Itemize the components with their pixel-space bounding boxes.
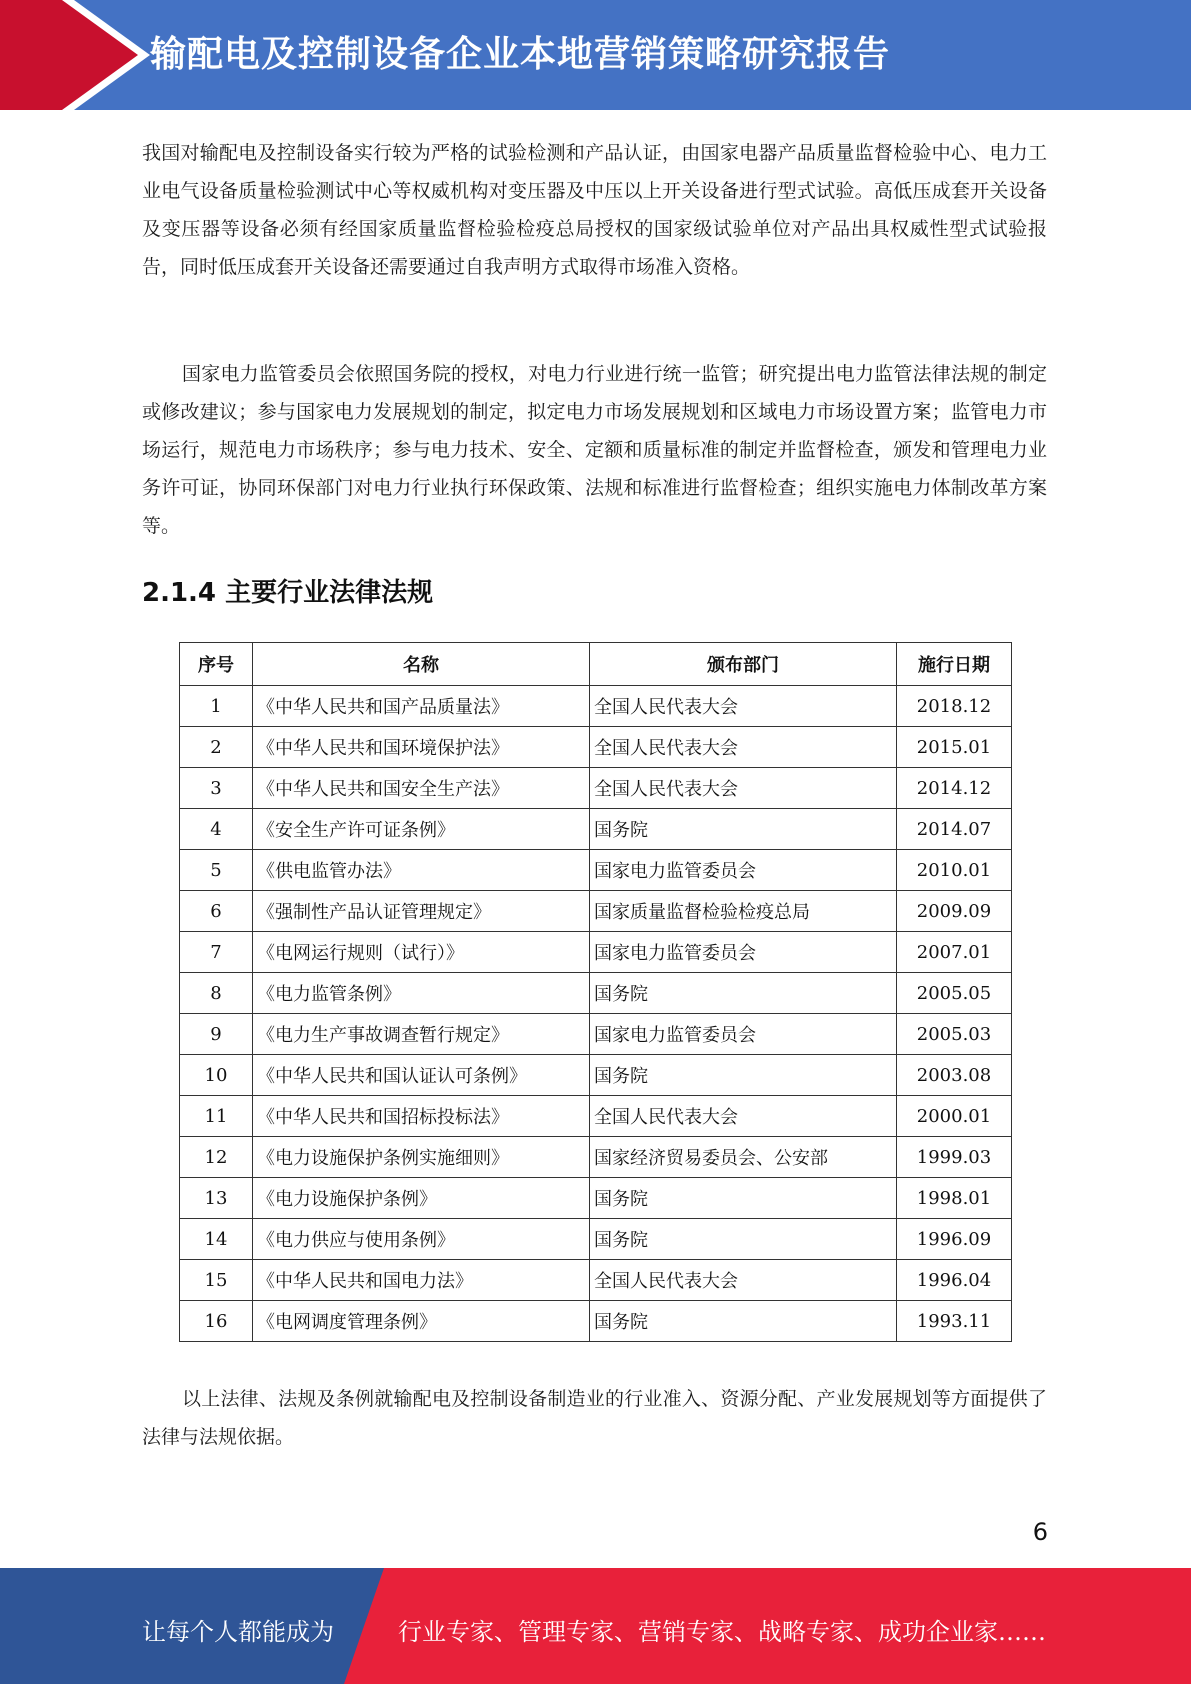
table-row: [180, 1260, 1012, 1301]
paragraph-regulation: 国家电力监管委员会依照国务院的授权，对电力行业进行统一监管；研究提出电力监管法律法规的制定或修改建议；参与国家电力发展规划的制定，拟定电力市场发展规划和区域电力市场设置方案；监管电力市场运行，规范电力市场秩序；参与电力技术、安全、定额和质量标准的制定并监督检查，颁发和管理电力业务许可证，协同环保部门对电力行业执行环保政策、法规和标准进行监督检查；组织实施电力体制改革方案等。: [142, 363, 1047, 537]
issuing-department: 国务院: [590, 809, 897, 850]
row-number: 6: [180, 891, 253, 932]
law-name: 《电力设施保护条例实施细则》: [253, 1137, 590, 1178]
table-row: [180, 768, 1012, 809]
issuing-department: 国家质量监督检验检疫总局: [590, 891, 897, 932]
page-footer: [0, 1568, 1191, 1684]
law-name: 《中华人民共和国招标投标法》: [253, 1096, 590, 1137]
row-number: 4: [180, 809, 253, 850]
effective-date: 2014.12: [897, 768, 1012, 809]
row-number: 1: [180, 686, 253, 727]
table-row: [180, 727, 1012, 768]
row-number: 13: [180, 1178, 253, 1219]
issuing-department: 国家经济贸易委员会、公安部: [590, 1137, 897, 1178]
law-name: 《电力监管条例》: [253, 973, 590, 1014]
row-number: 8: [180, 973, 253, 1014]
row-number: 12: [180, 1137, 253, 1178]
effective-date: 1999.03: [897, 1137, 1012, 1178]
section-heading: 2.1.4 主要行业法律法规: [142, 578, 434, 608]
effective-date: 1993.11: [897, 1301, 1012, 1342]
issuing-department: 全国人民代表大会: [590, 1096, 897, 1137]
issuing-department: 国务院: [590, 1219, 897, 1260]
effective-date: 2014.07: [897, 809, 1012, 850]
table-row: [180, 850, 1012, 891]
law-name: 《电力供应与使用条例》: [253, 1219, 590, 1260]
row-number: 11: [180, 1096, 253, 1137]
law-name: 《电网运行规则（试行）》: [253, 932, 590, 973]
effective-date: 1996.04: [897, 1260, 1012, 1301]
issuing-department: 国务院: [590, 973, 897, 1014]
issuing-department: 国务院: [590, 1178, 897, 1219]
row-number: 5: [180, 850, 253, 891]
table-header-row: [180, 643, 1012, 686]
column-header-name: 名称: [253, 643, 590, 686]
page-number: 6: [1032, 1518, 1048, 1546]
column-header-date: 施行日期: [897, 643, 1012, 686]
table-row: [180, 1219, 1012, 1260]
table-row: [180, 891, 1012, 932]
laws-table: [179, 642, 1012, 1342]
effective-date: 2000.01: [897, 1096, 1012, 1137]
row-number: 15: [180, 1260, 253, 1301]
table-row: [180, 1301, 1012, 1342]
paragraph-certification: 我国对输配电及控制设备实行较为严格的试验检测和产品认证，由国家电器产品质量监督检验中心、电力工业电气设备质量检验测试中心等权威机构对变压器及中压以上开关设备进行型式试验。高低压成套开关设备及变压器等设备必须有经国家质量监督检验检疫总局授权的国家级试验单位对产品出具权威性型式试验报告，同时低压成套开关设备还需要通过自我声明方式取得市场准入资格。: [142, 142, 1047, 278]
law-name: 《中华人民共和国环境保护法》: [253, 727, 590, 768]
issuing-department: 全国人民代表大会: [590, 727, 897, 768]
effective-date: 2005.05: [897, 973, 1012, 1014]
issuing-department: 国家电力监管委员会: [590, 1014, 897, 1055]
report-title: 输配电及控制设备企业本地营销策略研究报告: [150, 34, 891, 75]
issuing-department: 全国人民代表大会: [590, 768, 897, 809]
law-name: 《电网调度管理条例》: [253, 1301, 590, 1342]
table-row: [180, 686, 1012, 727]
issuing-department: 国务院: [590, 1055, 897, 1096]
effective-date: 2005.03: [897, 1014, 1012, 1055]
table-row: [180, 1055, 1012, 1096]
law-name: 《中华人民共和国电力法》: [253, 1260, 590, 1301]
effective-date: 2009.09: [897, 891, 1012, 932]
table-row: [180, 932, 1012, 973]
issuing-department: 国家电力监管委员会: [590, 932, 897, 973]
law-name: 《电力生产事故调查暂行规定》: [253, 1014, 590, 1055]
table-row: [180, 973, 1012, 1014]
table-row: [180, 809, 1012, 850]
effective-date: 2003.08: [897, 1055, 1012, 1096]
effective-date: 2015.01: [897, 727, 1012, 768]
row-number: 9: [180, 1014, 253, 1055]
row-number: 14: [180, 1219, 253, 1260]
effective-date: 2018.12: [897, 686, 1012, 727]
table-row: [180, 1178, 1012, 1219]
issuing-department: 全国人民代表大会: [590, 686, 897, 727]
table-row: [180, 1137, 1012, 1178]
issuing-department: 国家电力监管委员会: [590, 850, 897, 891]
effective-date: 1996.09: [897, 1219, 1012, 1260]
law-name: 《中华人民共和国认证认可条例》: [253, 1055, 590, 1096]
column-header-department: 颁布部门: [590, 643, 897, 686]
effective-date: 1998.01: [897, 1178, 1012, 1219]
row-number: 7: [180, 932, 253, 973]
row-number: 2: [180, 727, 253, 768]
table-row: [180, 1014, 1012, 1055]
issuing-department: 全国人民代表大会: [590, 1260, 897, 1301]
row-number: 3: [180, 768, 253, 809]
row-number: 10: [180, 1055, 253, 1096]
law-name: 《中华人民共和国产品质量法》: [253, 686, 590, 727]
law-name: 《供电监管办法》: [253, 850, 590, 891]
effective-date: 2010.01: [897, 850, 1012, 891]
table-row: [180, 1096, 1012, 1137]
law-name: 《电力设施保护条例》: [253, 1178, 590, 1219]
column-header-number: 序号: [180, 643, 253, 686]
effective-date: 2007.01: [897, 932, 1012, 973]
law-name: 《安全生产许可证条例》: [253, 809, 590, 850]
law-name: 《强制性产品认证管理规定》: [253, 891, 590, 932]
issuing-department: 国务院: [590, 1301, 897, 1342]
footer-slogan-roles: 行业专家、管理专家、营销专家、战略专家、成功企业家……: [398, 1618, 1046, 1646]
paragraph-summary: 以上法律、法规及条例就输配电及控制设备制造业的行业准入、资源分配、产业发展规划等方面提供了法律与法规依据。: [142, 1388, 1047, 1448]
page-header: [0, 0, 1191, 110]
law-name: 《中华人民共和国安全生产法》: [253, 768, 590, 809]
footer-slogan-lead: 让每个人都能成为: [142, 1618, 334, 1646]
row-number: 16: [180, 1301, 253, 1342]
